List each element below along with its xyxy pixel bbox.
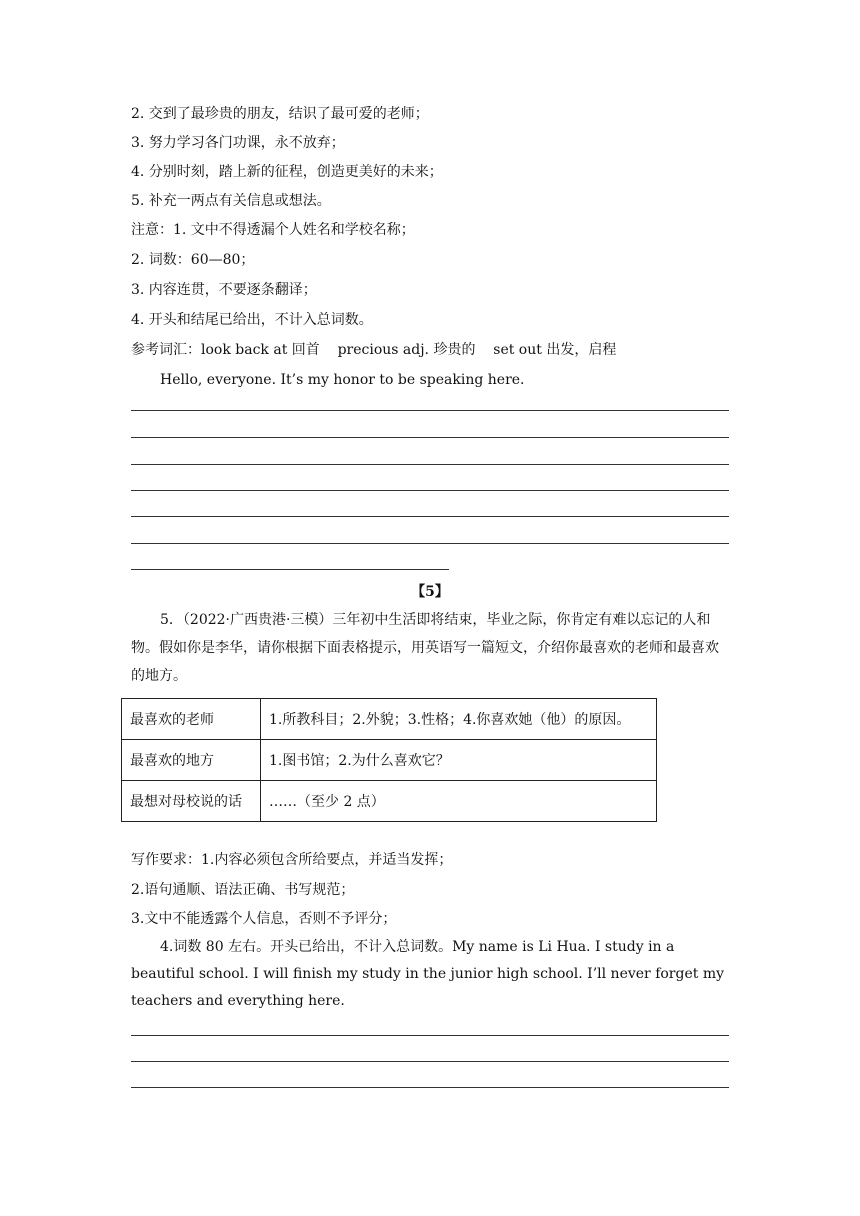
requirement-1: 写作要求：1.内容必须包含所给要点，并适当发挥； xyxy=(131,852,453,868)
note-2: 2. 词数：60—80； xyxy=(131,252,255,268)
question-5-prompt: 5．（2022·广西贵港·三模）三年初中生活即将结束，毕业之际，你肯定有难以忘记的人和物。假如你是李华，请你根据下面表格提示，用英语写一篇短文，介绍你最喜欢的老师和最喜欢的地方。 xyxy=(131,612,719,684)
task-point-5: 5. 补充一两点有关信息或想法。 xyxy=(131,193,331,209)
answer-line xyxy=(131,1035,729,1036)
answer-line xyxy=(131,464,729,465)
requirement-2: 2.语句通顺、语法正确、书写规范； xyxy=(131,882,355,898)
table-label: 最想对母校说的话 xyxy=(122,781,261,822)
note-1: 注意：1. 文中不得透漏个人姓名和学校名称； xyxy=(131,222,415,238)
answer-line xyxy=(131,1061,729,1062)
table-label: 最喜欢的地方 xyxy=(122,740,261,781)
reference-vocabulary: 参考词汇：look back at 回首 precious adj. 珍贵的 set out 出发，启程 xyxy=(131,342,617,358)
task-point-4: 4. 分别时刻，踏上新的征程，创造更美好的未来； xyxy=(131,164,443,180)
note-3: 3. 内容连贯，不要逐条翻译； xyxy=(131,282,317,298)
answer-line xyxy=(131,437,729,438)
task-point-2: 2. 交到了最珍贵的朋友，结识了最可爱的老师； xyxy=(131,106,429,122)
section-heading: 【5】 xyxy=(411,584,449,600)
table-row xyxy=(122,781,657,822)
table-content: 1.图书馆；2.为什么喜欢它？ xyxy=(261,740,657,781)
hint-table xyxy=(121,698,657,822)
table-row xyxy=(122,740,657,781)
task-point-3: 3. 努力学习各门功课，永不放弃； xyxy=(131,135,345,151)
table-content: 1.所教科目；2.外貌；3.性格；4.你喜欢她（他）的原因。 xyxy=(261,699,657,740)
table-row xyxy=(122,699,657,740)
requirement-4: 4.词数 80 左右。开头已给出，不计入总词数。My name is Li Hua. I study in a beautiful school. I will finish my study in the junior high school. I’ll never forget my teachers and everything here. xyxy=(131,939,725,1009)
answer-line xyxy=(131,410,729,411)
answer-line xyxy=(131,490,729,491)
answer-line xyxy=(131,543,729,544)
answer-line xyxy=(131,569,449,570)
requirement-3: 3.文中不能透露个人信息，否则不予评分； xyxy=(131,911,397,927)
note-4: 4. 开头和结尾已给出，不计入总词数。 xyxy=(131,312,373,328)
opening-sentence: Hello, everyone. It’s my honor to be speaking here. xyxy=(160,372,525,388)
answer-line xyxy=(131,516,729,517)
table-label: 最喜欢的老师 xyxy=(122,699,261,740)
table-content: ……（至少 2 点） xyxy=(261,781,657,822)
answer-line xyxy=(131,1087,729,1088)
